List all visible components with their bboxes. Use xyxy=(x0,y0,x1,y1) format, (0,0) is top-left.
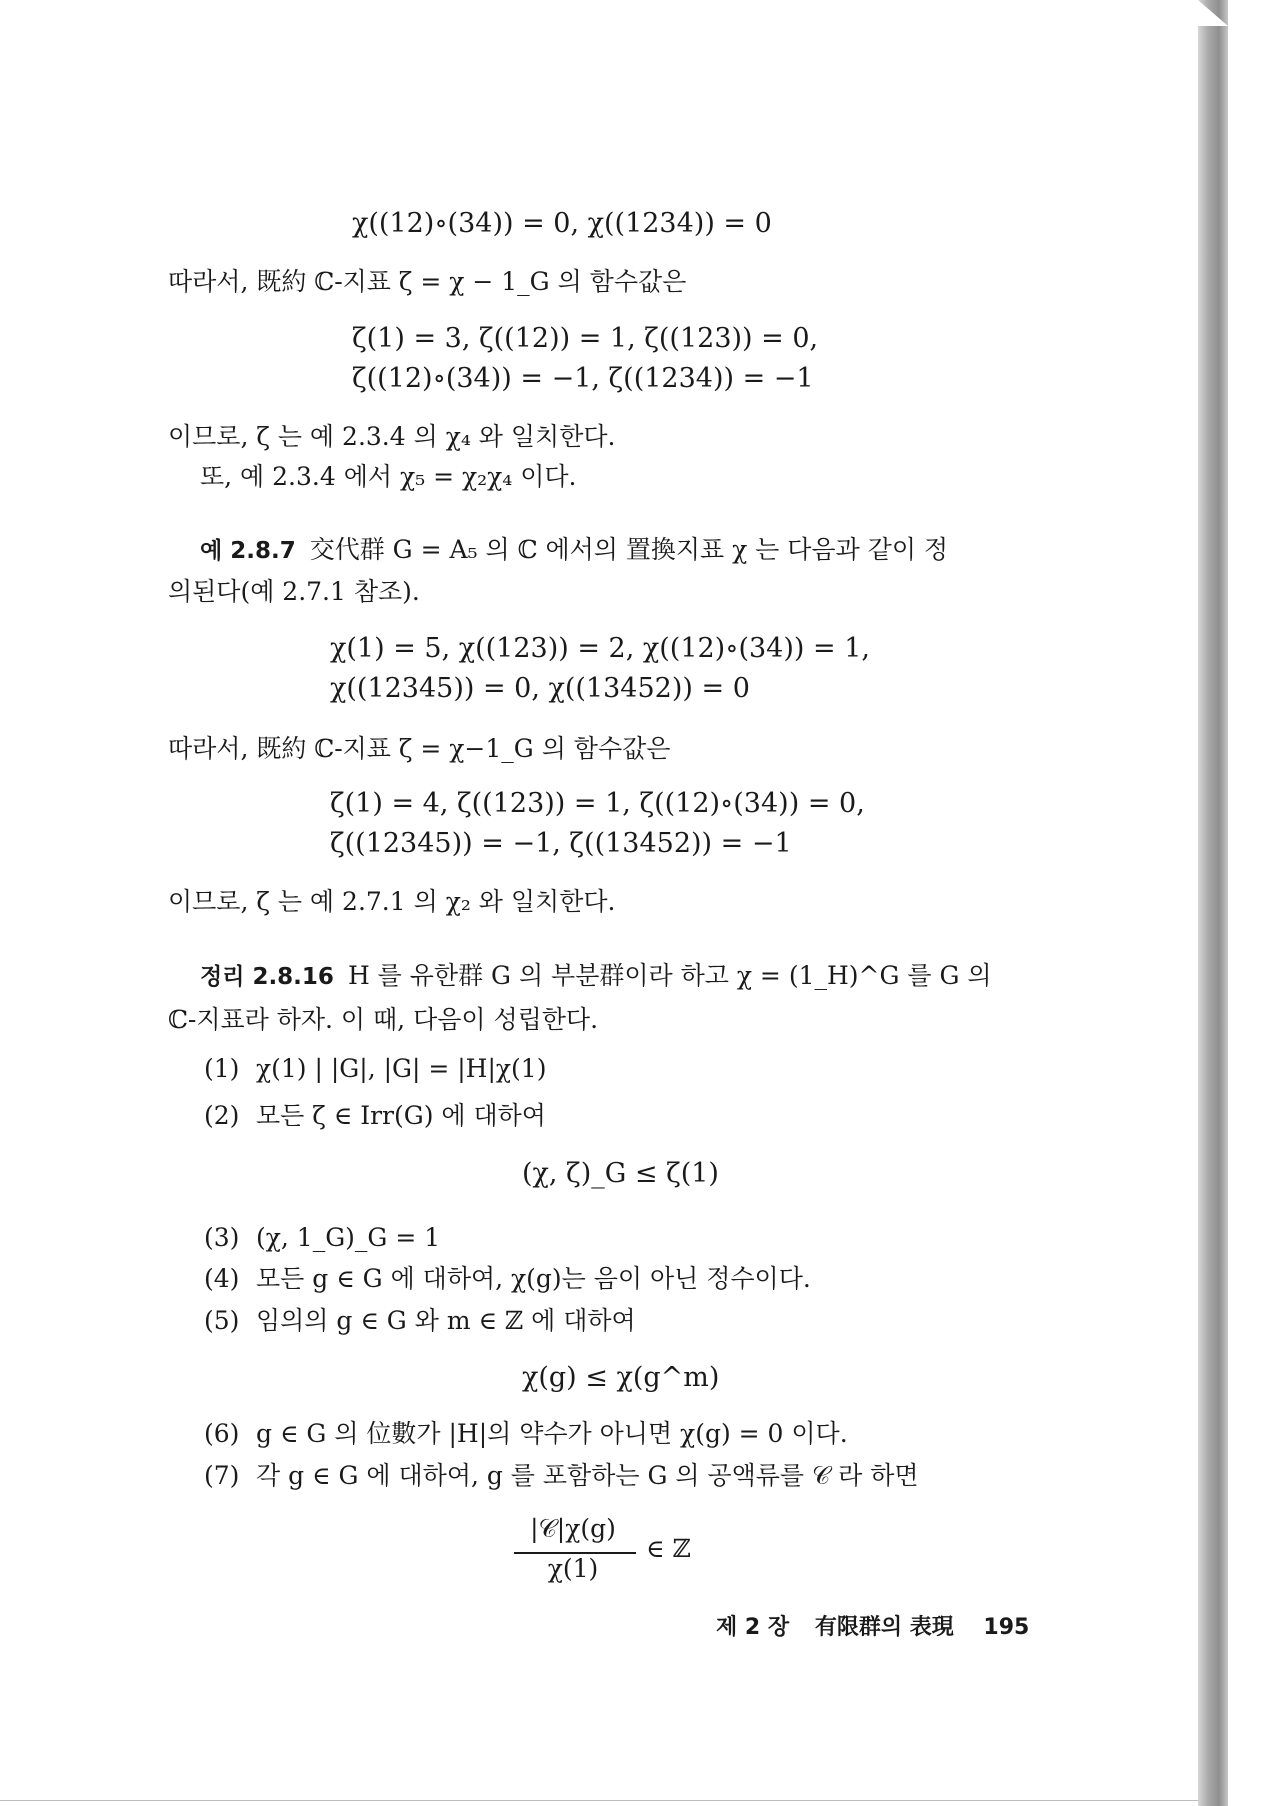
example-zeta-intro: 따라서, 既約 ℂ-지표 ζ = χ−1_G 의 함수값은 xyxy=(168,734,671,763)
fraction-element-of-z: ∈ ℤ xyxy=(646,1534,691,1563)
item-number: (7) xyxy=(204,1461,240,1490)
item-text: χ(1) | |G|, |G| = |H|χ(1) xyxy=(256,1054,547,1083)
footer-chapter: 제 2 장 xyxy=(716,1615,790,1640)
item-number: (5) xyxy=(204,1306,240,1335)
item-text: 모든 ζ ∈ Irr(G) 에 대하여 xyxy=(256,1101,546,1130)
conclusion-text: 이므로, ζ 는 예 2.3.4 의 χ₄ 와 일치한다. xyxy=(168,422,616,451)
item-number: (1) xyxy=(204,1054,240,1083)
theorem-label: 정리 2.8.16 xyxy=(200,964,334,990)
footer-page-number: 195 xyxy=(983,1615,1030,1640)
item-text: 각 g ∈ G 에 대하여, g 를 포함하는 G 의 공액류를 𝒞 라 하면 xyxy=(256,1461,919,1490)
theorem-item-1 xyxy=(204,1053,546,1085)
item-text: g ∈ G 의 位數가 |H|의 약수가 아니면 χ(g) = 0 이다. xyxy=(256,1419,848,1448)
theorem-text: H 를 유한群 G 의 부분群이라 하고 χ = (1_H)^G 를 G 의 xyxy=(347,961,992,990)
zeta-intro-text: 따라서, 既約 ℂ-지표 ζ = χ − 1_G 의 함수값은 xyxy=(168,267,687,296)
zeta-values-line-2: ζ((12)∘(34)) = −1, ζ((1234)) = −1 xyxy=(352,363,814,394)
item-7-display-fraction xyxy=(508,1514,808,1594)
theorem-item-2 xyxy=(204,1100,546,1132)
example-chi-line-1: χ(1) = 5, χ((123)) = 2, χ((12)∘(34)) = 1, xyxy=(330,633,870,664)
example-2-8-7-line-1 xyxy=(200,534,948,567)
item-number: (2) xyxy=(204,1101,240,1130)
fraction-numerator: |𝒞|χ(g) xyxy=(530,1514,616,1543)
zeta-values-line-1: ζ(1) = 3, ζ((12)) = 1, ζ((123)) = 0, xyxy=(352,323,819,354)
theorem-item-3 xyxy=(204,1222,440,1254)
item-number: (4) xyxy=(204,1264,240,1293)
theorem-item-6 xyxy=(204,1418,848,1450)
item-text: (χ, 1_G)_G = 1 xyxy=(256,1223,441,1252)
example-text: 交代群 G = A₅ 의 ℂ 에서의 置換지표 χ 는 다음과 같이 정 xyxy=(309,535,949,564)
item-text: 모든 g ∈ G 에 대하여, χ(g)는 음이 아닌 정수이다. xyxy=(256,1264,811,1293)
theorem-2-8-16-line-1 xyxy=(200,960,992,993)
theorem-text-line-2: ℂ-지표라 하자. 이 때, 다음이 성립한다. xyxy=(168,1005,599,1034)
item-2-display-math: (χ, ζ)_G ≤ ζ(1) xyxy=(522,1158,719,1189)
fraction-denominator: χ(1) xyxy=(547,1554,599,1583)
item-5-display-math: χ(g) ≤ χ(g^m) xyxy=(522,1362,720,1393)
footer-title: 有限群의 表現 xyxy=(814,1615,954,1640)
chi-values-line: χ((12)∘(34)) = 0, χ((1234)) = 0 xyxy=(352,208,772,239)
theorem-item-7 xyxy=(204,1460,919,1492)
page-footer xyxy=(716,1610,1029,1641)
example-conclusion: 이므로, ζ 는 예 2.7.1 의 χ₂ 와 일치한다. xyxy=(168,887,616,916)
item-number: (3) xyxy=(204,1223,240,1252)
example-zeta-line-2: ζ((12345)) = −1, ζ((13452)) = −1 xyxy=(330,828,792,859)
theorem-item-4 xyxy=(204,1263,811,1295)
item-text: 임의의 g ∈ G 와 m ∈ ℤ 에 대하여 xyxy=(256,1306,636,1335)
example-zeta-line-1: ζ(1) = 4, ζ((123)) = 1, ζ((12)∘(34)) = 0, xyxy=(330,788,865,819)
also-text: 또, 예 2.3.4 에서 χ₅ = χ₂χ₄ 이다. xyxy=(200,462,577,491)
example-chi-line-2: χ((12345)) = 0, χ((13452)) = 0 xyxy=(330,673,750,704)
theorem-item-5 xyxy=(204,1305,636,1337)
book-spine-edge xyxy=(1198,0,1228,1806)
example-text-line-2: 의된다(예 2.7.1 참조). xyxy=(168,577,420,606)
example-label: 예 2.8.7 xyxy=(200,538,296,564)
item-number: (6) xyxy=(204,1419,240,1448)
